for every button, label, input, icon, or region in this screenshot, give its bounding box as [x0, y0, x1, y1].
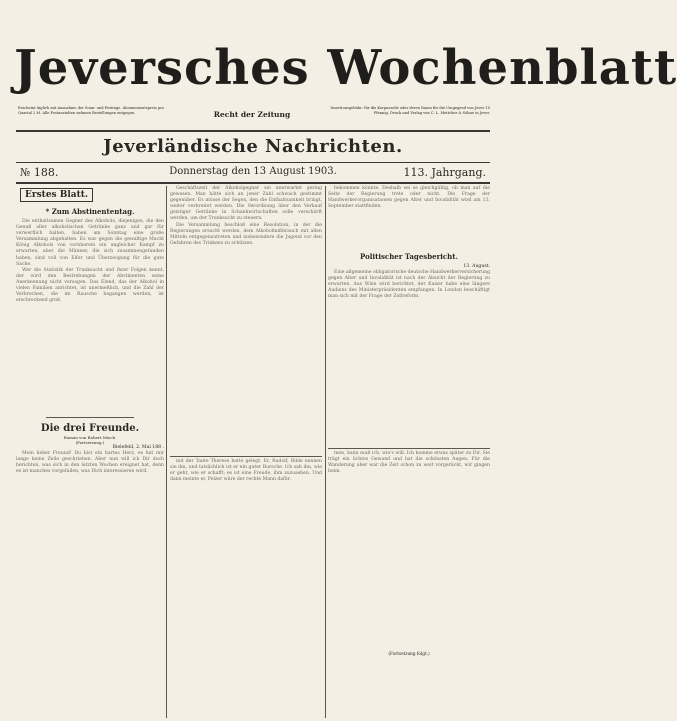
dateline [16, 166, 490, 180]
column-3 [328, 186, 490, 657]
feuilleton-body [16, 451, 164, 651]
article-divider [46, 417, 135, 418]
article-body-continued [170, 186, 322, 454]
feuilleton-body-continued [328, 451, 490, 651]
rule-under-subtitle [16, 162, 490, 163]
rule-top [16, 130, 490, 132]
section-date: 13. August. [463, 264, 490, 269]
feuilleton-letter-date: Bielefeld, 2. Mai 188 . [112, 445, 164, 450]
section-title-politics: Politischer Tagesbericht. [360, 252, 458, 261]
masthead-title: Jeversches Wochenblatt [14, 40, 677, 96]
column-divider-1 [166, 186, 167, 718]
article-paragraph: Eine allgemeine obligatorische deutsche Handwerkerversicherung gegen Alter und Invalidität ist nach der Absicht der Regierung zu erwarten. Aus Wien wird berichtet, der Kaiser habe eine längere Audienz des Ministerpräsidenten empfangen. In London beschäftigt man sich mit der Frage der Zollreform. [328, 270, 491, 300]
article-paragraph: Wer die Statistik der Trunksucht und ihrer Folgen kennt, der wird den Bestrebungen der Abstinenten seine Anerkennung nicht versagen. Das Elend, das der Alkohol in vielen Familien anrichtet, ist unermeßlich, und die Zahl der Verbrechen, die im Rausche begangen werden, ist erschreckend groß. [16, 267, 164, 304]
article-body-abstinententag [16, 219, 164, 415]
article-body-continued [328, 186, 490, 250]
feuilleton-title: Die drei Freunde. [40, 423, 140, 434]
column-2 [170, 186, 322, 709]
column-divider-2 [325, 186, 326, 718]
article-paragraph: Geschäftszeit der Alkoholgegner sei unerwartet gering gewesen. Man hätte sich an jener Zahl schwach gestimmt gegenüber. Es müsse der Segen, den die Enthaltsamkeit bringt, weiter verbreitet werden. Die Verordnung über den Verkauf geistiger Getränke in Schankwirtschaften solle verschärft werden, um der Trunksucht zu steuern. [170, 186, 322, 222]
feuilleton-paragraph: mit der Tante Therese hatte gelegt. Er, Rudolf, Bilde nennen sie ihn, und tatsächlich ist er ein guter Bursche. Ich sah ihn, wie er geht, wie er schafft; es ist eine Freude, ihm zuzusehen. Und dann meinte er, Pelzer wäre der rechte Mann dafür. [170, 459, 322, 483]
feuilleton-paragraph: Mein lieber Freund! Du bist ein hartes Herz, es hat mir lange keine Zeile geschrieben. Aber nun will ich Dir doch berichten, was sich in den letzten Wochen ereignet hat, denn es ist manches vorgefallen, was Dich interessieren wird. [16, 451, 164, 475]
feuilleton-paragraph: men, kann muß ich, wie's will. Ich komme etwas später zu Dir. Sie trägt ein lichtes Gewand und hat die schönsten Augen. Für die Wanderung aber war die Zeit schon zu weit vorgerückt, wir gingen heim. [328, 451, 490, 475]
feuilleton-author: Roman von Robert Misch. [63, 435, 117, 440]
masthead-motto: Recht der Zeitung [213, 110, 291, 119]
continued-note: (Fortsetzung folgt.) [388, 651, 430, 657]
column-1 [16, 186, 164, 651]
masthead-left-notice: Erscheint täglich mit Ausnahme der Sonn- und Festtage. Abonnementspreis pro Quartal 2 M. Alle Postanstalten nehmen Bestellungen entgegen. [18, 106, 165, 115]
subtitle: Jeverländische Nachrichten. [103, 136, 403, 157]
politics-body [328, 270, 490, 446]
article-divider [170, 456, 322, 457]
masthead-right-notice: Insertionsgebühr: für die Korpuszeile oder deren Raum für die Umgegend von Jever 10 Pfennig. Druck und Verlag von C. L. Mettcker & Söhne in Jever. [330, 106, 490, 115]
feuilleton-body-continued [170, 459, 322, 709]
article-paragraph: Die Versammlung beschloß eine Resolution, in der die Regierungen ersucht werden, dem Alkoholmißbrauch mit allen Mitteln entgegenzutreten und insbesondere die Jugend vor den Gefahren des Trinkens zu schützen. [170, 222, 322, 246]
article-title-abstinententag: * Zum Abstinententag. [45, 207, 135, 216]
article-divider [328, 448, 490, 449]
issue-date: Donnerstag den 13 August 1903. [169, 166, 337, 177]
rule-under-dateline [16, 182, 490, 184]
issue-number: № 188. [20, 166, 59, 179]
article-paragraph: Die enthaltsamen Gegner des Alkohols, diejenigen, die den Genuß aller alkoholischen Getränke ganz und gar für verwerflich halten, haben am Sonntag eine große Versammlung abgehalten. Es war gegen die gewaltige Macht König Alkohols von vornherein ein ungleicher Kampf zu erwarten, aber die Männer, die sich zusammengefunden haben, sind voll von Eifer und Überzeugung für die gute Sache. [16, 219, 164, 267]
volume-year: 113. Jahrgang. [403, 166, 486, 179]
section-head-erstes-blatt: Erstes Blatt. [20, 188, 93, 202]
feuilleton-note: (Fortsetzung.) [75, 440, 105, 445]
article-paragraph: bekommen könnte. Deshalb sei es gleichgültig, ob man auf die Seite der Regierung trete oder nicht. Die Frage der Handwerkerorganisationen gegen Alter und Invalidität wird am 13. September stattfinden. [328, 186, 490, 210]
